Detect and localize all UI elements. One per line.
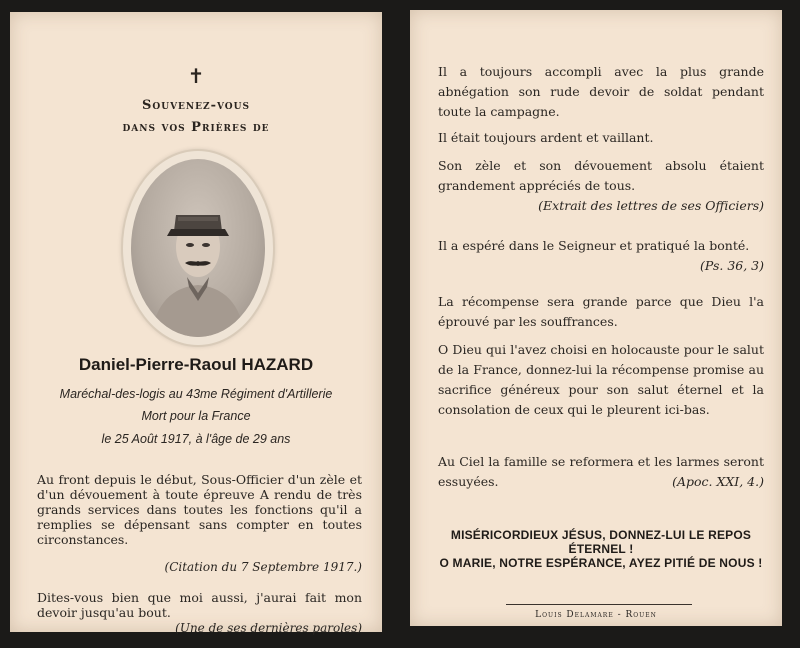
memorial-card-front bbox=[10, 12, 382, 635]
prayer-marie: O MARIE, NOTRE ESPÉRANCE, AYEZ PITIÉ DE NOUS ! bbox=[439, 556, 763, 570]
extrait-note: (Extrait des lettres de ses Officiers) bbox=[538, 198, 764, 213]
paragraph-espere-text: Il a espéré dans le Seigneur et pratiqué la bonté. bbox=[438, 238, 750, 253]
last-words: (Une de ses dernières paroles) bbox=[175, 621, 362, 635]
heading-prieres: dans vos Prières de bbox=[122, 120, 270, 135]
paragraph-ciel bbox=[438, 452, 764, 492]
printer-rule bbox=[506, 604, 692, 605]
paragraph-recompense: La récompense sera grande parce que Dieu l'a éprouvé par les souffrances. bbox=[438, 294, 764, 329]
paragraph-ardent: Il était toujours ardent et vaillant. bbox=[438, 130, 654, 145]
paragraph-espere bbox=[438, 236, 764, 276]
rank-line: Maréchal-des-logis au 43me Régiment d'Artillerie bbox=[59, 387, 333, 401]
prayer-jesus: MISÉRICORDIEUX JÉSUS, DONNEZ-LUI LE REPOS ÉTERNEL ! bbox=[450, 528, 752, 556]
date-line: le 25 Août 1917, à l'âge de 29 ans bbox=[101, 432, 291, 446]
soldier-portrait-photo bbox=[131, 159, 265, 337]
apocalypse-reference: (Apoc. XXI, 4.) bbox=[672, 474, 764, 489]
memorial-card-back bbox=[410, 10, 782, 626]
paragraph-holocauste: O Dieu qui l'avez choisi en holocauste pour le salut de la France, donnez-lui la récompense promise au sacrifice généreux pour son salut éternel et la consolation de ceux qui le pleurent ici-bas. bbox=[438, 342, 764, 417]
mort-line: Mort pour la France bbox=[141, 409, 251, 423]
paragraph-ciel-text: Au Ciel la famille se reformera et les larmes seront essuyées. bbox=[438, 454, 764, 489]
paragraph-abnegation: Il a toujours accompli avec la plus grande abnégation son rude devoir de soldat pendant toute la campagne. bbox=[438, 64, 764, 119]
paragraph-zele: Son zèle et son dévouement absolu étaient grandement appréciés de tous. bbox=[438, 158, 764, 193]
dites-paragraph: Dites-vous bien que moi aussi, j'aurai fait mon devoir jusqu'au bout. bbox=[37, 590, 362, 620]
front-paragraph: Au front depuis le début, Sous-Officier d'un zèle et d'un dévouement à toute épreuve A rendu de très grands services dans toutes les fonctions qu'il a remplies se dépensant sans compter en toutes circonstances. bbox=[37, 472, 362, 547]
deceased-name: Daniel-Pierre-Raoul HAZARD bbox=[78, 355, 314, 374]
psalm-reference: (Ps. 36, 3) bbox=[700, 258, 764, 273]
citation: (Citation du 7 Septembre 1917.) bbox=[164, 560, 362, 574]
portrait-frame bbox=[123, 151, 273, 345]
heading-souvenez: Souvenez-vous bbox=[142, 98, 250, 113]
printer-imprint: Louis Delamare - Rouen bbox=[535, 610, 657, 620]
cross-icon: ✝ bbox=[187, 64, 205, 88]
